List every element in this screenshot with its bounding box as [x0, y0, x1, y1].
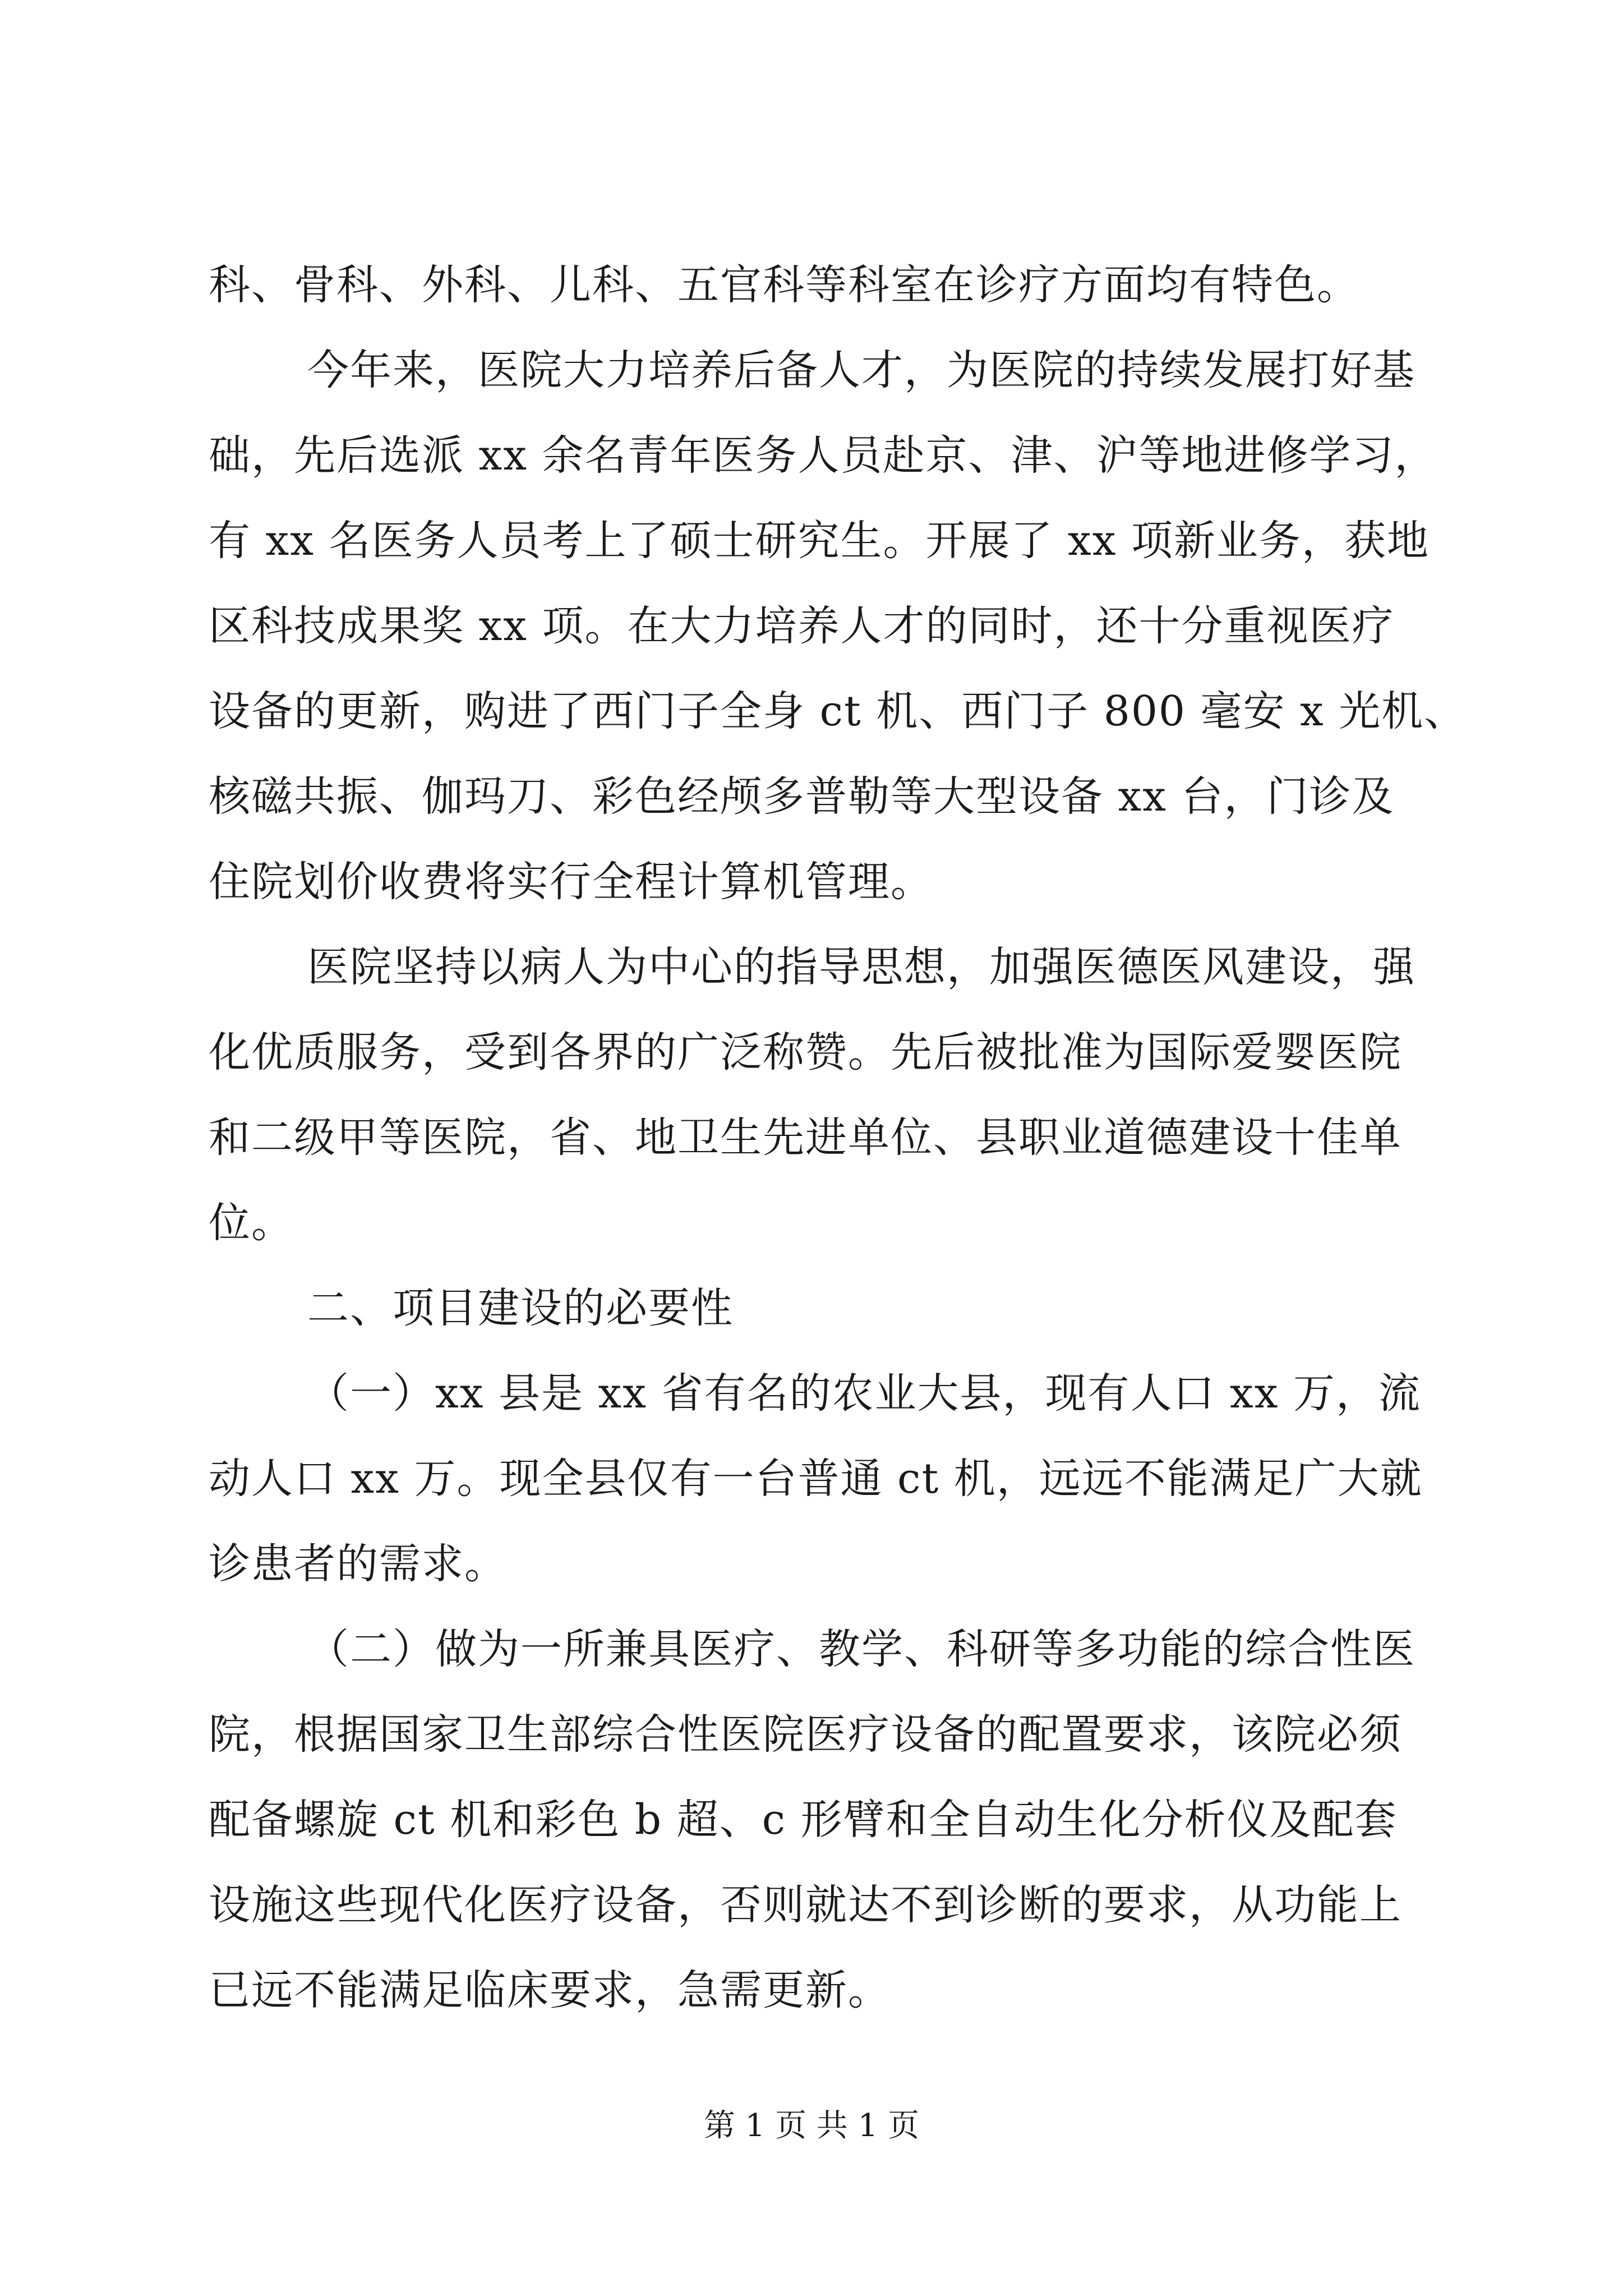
page-number: 第 1 页 共 1 页: [703, 2108, 920, 2144]
text-line: 区科技成果奖 xx 项。在大力培养人才的同时，还十分重视医疗: [209, 602, 1395, 650]
text-line: 院，根据国家卫生部综合性医院医疗设备的配置要求，该院必须: [209, 1710, 1402, 1759]
text-line: 已远不能满足临床要求，急需更新。: [209, 1966, 891, 2014]
text-line: 今年来，医院大力培养后备人才，为医院的持续发展打好基: [307, 346, 1415, 394]
text-line: 有 xx 名医务人员考上了硕士研究生。开展了 xx 项新业务，获地: [209, 517, 1430, 565]
text-line: 动人口 xx 万。现全县仅有一台普通 ct 机，远远不能满足广大就: [209, 1455, 1423, 1503]
text-line: （二）做为一所兼具医疗、教学、科研等多功能的综合性医: [307, 1625, 1415, 1673]
section-heading: 二、项目建设的必要性: [307, 1284, 734, 1332]
body-text: [209, 242, 1467, 2033]
text-line: 设施这些现代化医疗设备，否则就达不到诊断的要求，从功能上: [209, 1881, 1402, 1929]
text-line: 设备的更新，购进了西门子全身 ct 机、西门子 800 毫安 x 光机、: [209, 687, 1467, 735]
text-line: 化优质服务，受到各界的广泛称赞。先后被批准为国际爱婴医院: [209, 1028, 1402, 1076]
text-line: 核磁共振、伽玛刀、彩色经颅多普勒等大型设备 xx 台，门诊及: [209, 772, 1395, 821]
page-footer: [0, 2104, 1623, 2148]
text-line: 诊患者的需求。: [209, 1540, 507, 1588]
text-line: 和二级甲等医院，省、地卫生先进单位、县职业道德建设十佳单: [209, 1114, 1402, 1162]
text-line: 科、骨科、外科、儿科、五官科等科室在诊疗方面均有特色。: [209, 261, 1359, 309]
text-line: 位。: [209, 1199, 294, 1247]
text-line: 础，先后选派 xx 余名青年医务人员赴京、津、沪等地进修学习，: [209, 431, 1437, 480]
text-line: 住院划价收费将实行全程计算机管理。: [209, 858, 933, 906]
text-line: （一）xx 县是 xx 省有名的农业大县，现有人口 xx 万，流: [307, 1369, 1422, 1418]
text-line: 配备螺旋 ct 机和彩色 b 超、c 形臂和全自动生化分析仪及配套: [209, 1796, 1398, 1844]
text-line: 医院坚持以病人为中心的指导思想，加强医德医风建设，强: [307, 943, 1415, 991]
